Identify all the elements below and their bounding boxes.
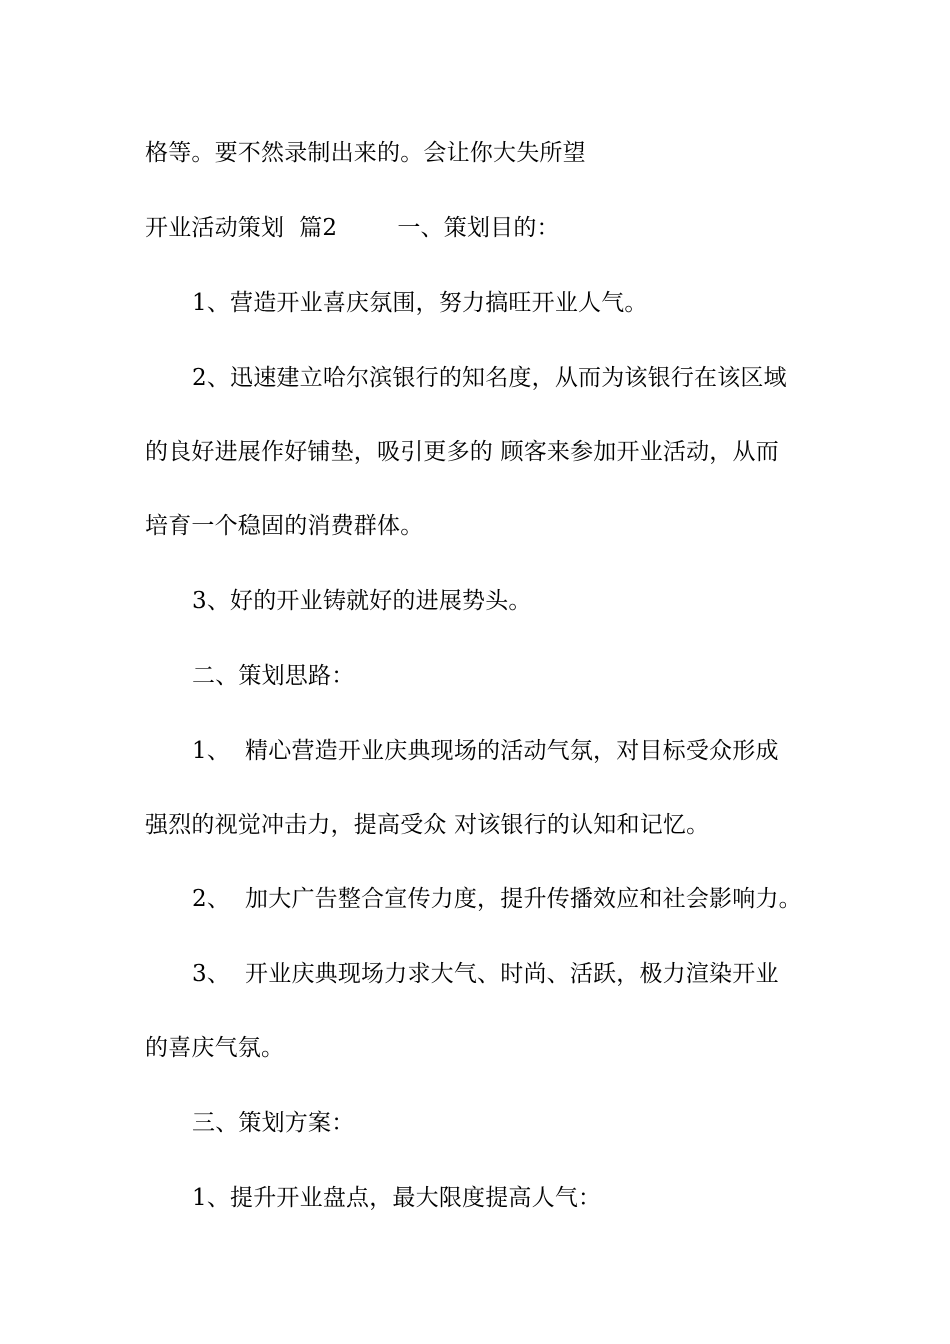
text-line-plan-1: 1、提升开业盘点，最大限度提高人气：	[192, 1185, 602, 1211]
text-line-idea-3-cont: 的喜庆气氛。	[145, 1035, 285, 1061]
text-line-idea-2: 2、 加大广告整合宣传力度，提升传播效应和社会影响力。	[192, 886, 802, 912]
text-line-idea-1: 1、 精心营造开业庆典现场的活动气氛，对目标受众形成	[192, 738, 779, 764]
text-line-purpose-2-end: 培育一个稳固的消费群体。	[145, 513, 424, 539]
text-line-idea-1-cont: 强烈的视觉冲击力，提高受众 对该银行的认知和记忆。	[145, 812, 710, 838]
text-line-purpose-2: 2、迅速建立哈尔滨银行的知名度，从而为该银行在该区域	[192, 365, 787, 391]
section-heading-plan: 三、策划方案：	[192, 1110, 355, 1136]
text-line-purpose-2-cont: 的良好进展作好铺垫，吸引更多的 顾客来参加开业活动，从而	[145, 439, 779, 465]
text-line-continuation: 格等。要不然录制出来的。会让你大失所望	[145, 140, 586, 166]
text-line-purpose-3: 3、好的开业铸就好的进展势头。	[192, 588, 532, 614]
section-heading-ideas: 二、策划思路：	[192, 663, 355, 689]
text-line-idea-3: 3、 开业庆典现场力求大气、时尚、活跃，极力渲染开业	[192, 961, 779, 987]
text-line-purpose-1: 1、营造开业喜庆氛围，努力搞旺开业人气。	[192, 290, 648, 316]
section-heading-plan-2: 开业活动策划 篇2 一、策划目的：	[145, 215, 560, 241]
